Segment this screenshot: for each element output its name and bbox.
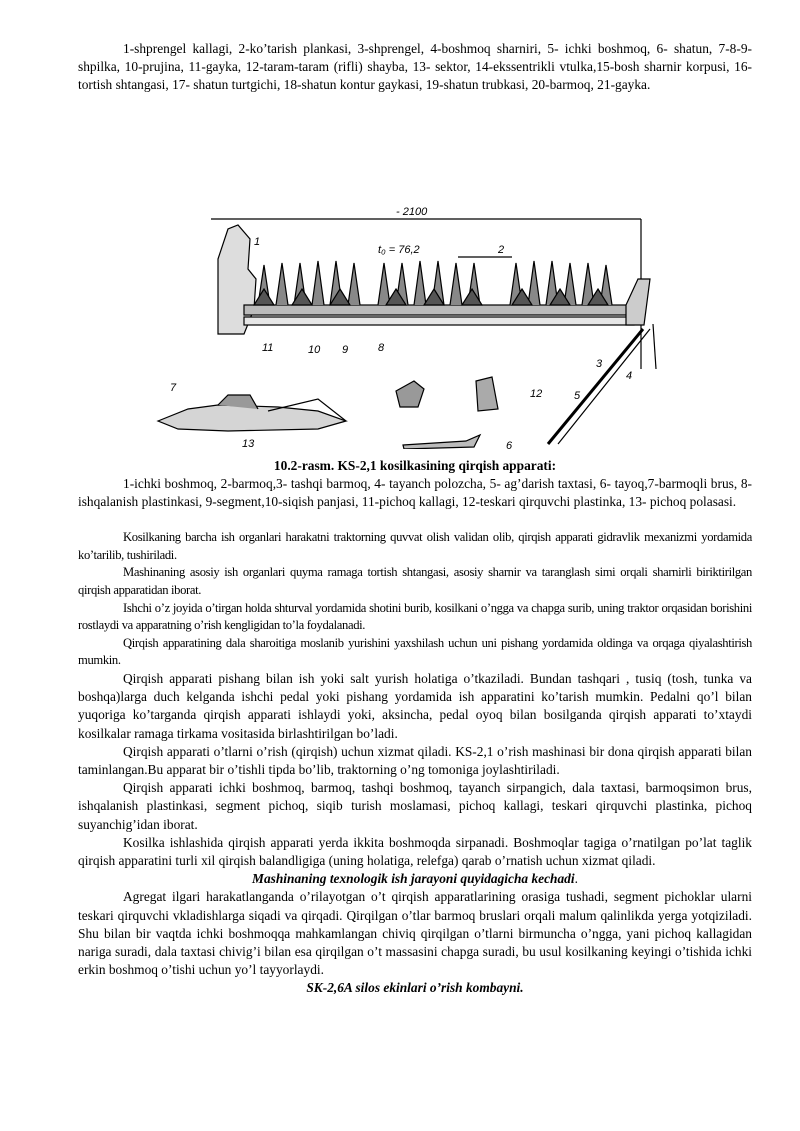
overall-dimension-label: - 2100 [396,205,428,218]
paragraph-3: Ishchi o’z joyida o’tirgan holda shturval yordamida shotini burib, kosilkani o’ngga va chapga surib, uning traktor orqasidan borishini rostlaydi va apparatning o’rish kengligidan to’la foydalanadi. [78,600,752,633]
paragraph-5: Qirqish apparati pishang bilan ish yoki salt yurish holatiga o’tkaziladi. Bundan tashqari , tusiq (tosh, tunka va boshqa)larga duch kelganda ishchi pedal yoki pishang yordamida ish apparatini ko’tarish mumkin. Pedalni qo’l bilan yuqoriga ko’targanda qirqish apparati ishlaydi yoki, aksincha, pedal oyoq bilan bosilganda qirqish apparati to’xtaydi kosilkalar ramaga tirkama vositasida birlashtirilgan bo’ladi. [78,670,752,741]
process-subheading-tail: . [574,871,578,887]
cutting-apparatus-figure [78,129,752,449]
figure-caption-legend: 1-ichki boshmoq, 2-barmoq,3- tashqi barmoq, 4- tayanch polozcha, 5- ag’darish taxtasi, 6- tayoq,7-barmoqli brus, 8-ishqalanish plastinkasi, 9-segment,10-siqish panjasi, 11-pichoq kallagi, 12-teskari qirquvchi plastinka, 13- pichoq polasasi. [78,475,752,510]
callout-2: 2 [498,243,505,256]
figure-caption-title: 10.2-rasm. KS-2,1 kosilkasining qirqish apparati: [273,457,557,473]
paragraph-4: Qirqish apparatining dala sharoitiga moslanib yurishini yaxshilash uchun uni pishang yordamida oldinga va orqaga qiyalashtirish mumkin. [78,635,752,668]
callout-13: 13 [242,437,255,449]
callout-11: 11 [262,341,274,354]
callout-8: 8 [378,341,385,354]
friction-plate-detail [403,435,480,449]
callout-4: 4 [626,369,633,382]
callout-5: 5 [574,389,581,402]
callout-3: 3 [596,357,603,370]
callout-6: 6 [506,439,513,449]
paragraph-2: Mashinaning asosiy ish organlari quyma ramaga tortish shtangasi, asosiy sharnir va taranglash simi orqali sharnirli biriktirilgan qirqish apparatidan iborat. [78,565,752,597]
callout-10: 10 [308,343,321,356]
counter-plate-detail [476,377,498,411]
pitch-label: t₀ = 76,2 [378,243,420,256]
paragraph-6: Qirqish apparati o’tlarni o’rish (qirqish) uchun xizmat qiladi. KS-2,1 o’rish mashinasi bir dona qirqish apparati bilan taminlangan.Bu apparat bir o’tishli tipda bo’lib, traktorning o’ng tomoniga joylashtiriladi. [78,743,752,777]
cutting-apparatus-drawing [78,129,752,449]
callout-7: 7 [170,381,177,394]
paragraph-1: Kosilkaning barcha ish organlari harakatni traktorning quvvat olish validan olib, qirqish apparati gidravlik mexanizmi yordamida ko’tarilib, tushiriladi. [78,530,752,562]
paragraph-8: Kosilka ishlashida qirqish apparati yerda ikkita boshmoqda sirpanadi. Boshmoqlar tagiga o’rnatilgan po’lat taglik qirqish apparatini turli xil qirqish balandligiga (uning holatiga, relefga) qarab o’rnatish uchun xizmat qiladi. [78,834,752,868]
process-subheading [78,870,752,888]
paragraph-7: Qirqish apparati ichki boshmoq, barmoq, tashqi boshmoq, tayanch sirpangich, dala taxtasi, barmoqsimon brus, ishqalanish plastinkasi, segment pichoq, siqib turish moslamasi, pichoq kallagi, teskari qirquvchi plastinka, pichoq suyanchig’idan iborat. [78,780,752,832]
callout-1: 1 [254,235,261,248]
callout-9: 9 [342,343,349,356]
document-page [78,40,752,998]
process-subheading-text: Mashinaning texnologik ish jarayoni quyidagicha kechadi [252,871,575,887]
segment-detail [396,381,424,407]
top-legend-paragraph: 1-shprengel kallagi, 2-ko’tarish plankasi, 3-shprengel, 4-boshmoq sharniri, 5- ichki boshmoq, 6- shatun, 7-8-9-shpilka, 10-prujina, 11-gayka, 12-taram-taram (rifli) shayba, 13- sektor, 14-ekssentrikli vtulka,15-bosh sharnir korpusi, 16-tortish shtangasi, 17- shatun turtgichi, 18-shatun kontur gaykasi, 19-shatun trubkasi, 20-barmoq, 21-gayka. [78,41,752,93]
combine-subheading: SK-2,6A silos ekinlari o’rish kombayni. [306,980,524,996]
paragraph-process: Agregat ilgari harakatlanganda o’rilayotgan o’t qirqish apparatlarining orasiga tushadi, segment pichoklar ularni teskari qirquvchi vkladishlarga siqadi va qirqadi. Qirqilgan o’tlar barmoq bruslari orqali malum qalinlikda yerga yotqiziladi. Shu bilan bir vaqtda ichki boshmoqqa mahkamlangan chiviq qirqilgan o’tlarni birmuncha o’ngga, yani pichoq kallagidan nariga suradi, dala taxtasi chivig’i bilan esa qirqilgan o’t massasini chapga suradi, bu usul kosilkaning keyingi o’tishida ichki erkin boshmoq o’tishi uchun yo’l tayyorlaydi. [78,889,752,978]
callout-12: 12 [530,387,543,400]
